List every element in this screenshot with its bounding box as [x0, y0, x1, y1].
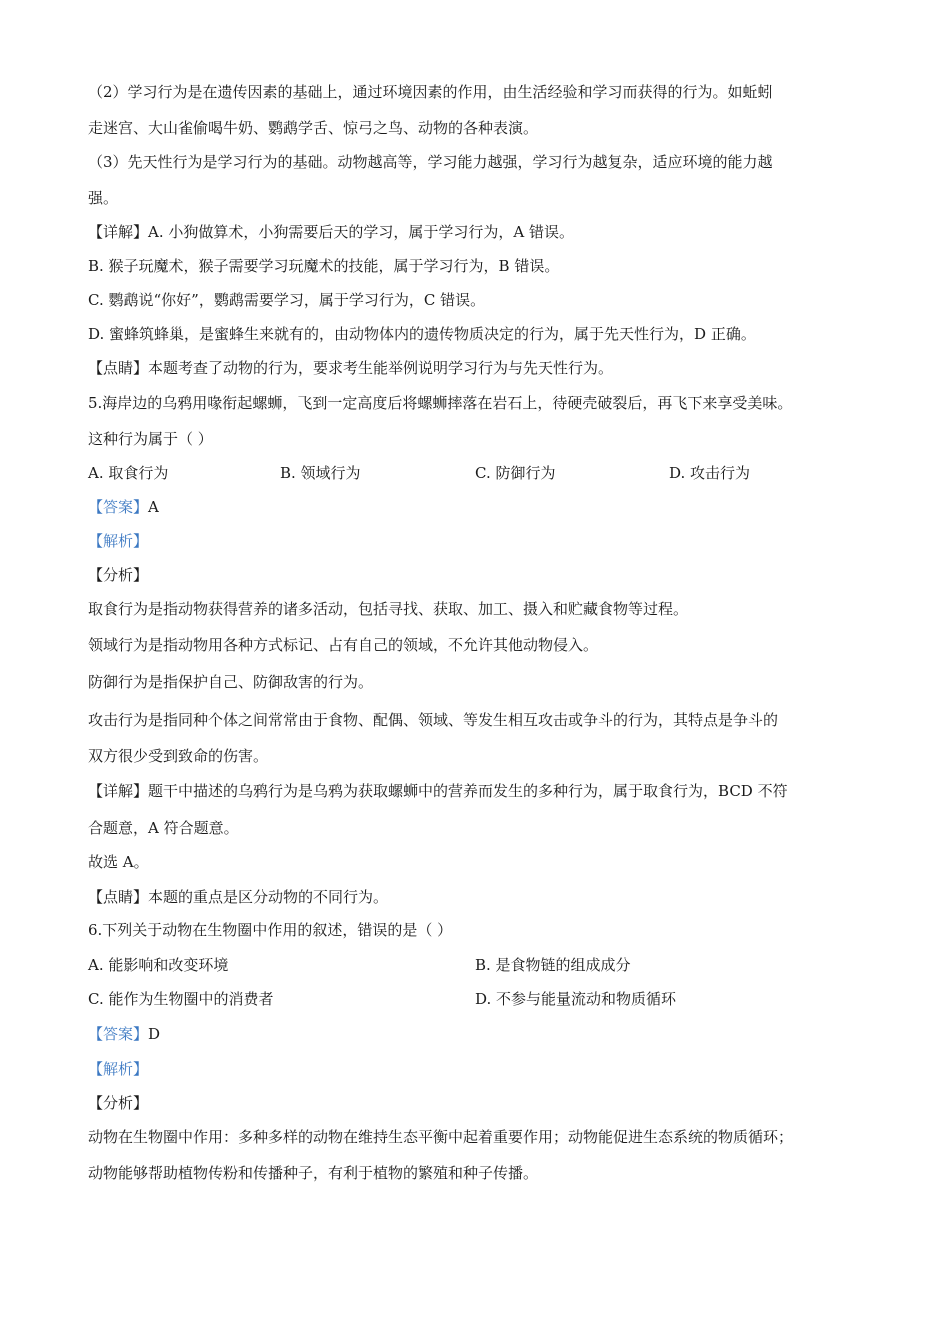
answer-value: D — [148, 1025, 161, 1043]
q5-option-a: A. 取食行为 — [88, 464, 169, 482]
text-line: （3）先天性行为是学习行为的基础。动物越高等，学习能力越强，学习行为越复杂，适应环境的能力越 — [88, 153, 773, 171]
q5-option-d: D. 攻击行为 — [669, 464, 751, 482]
question-5-stem: 5.海岸边的乌鸦用喙衔起螺蛳，飞到一定高度后将螺蛳摔落在岩石上，待硬壳破裂后，再飞下来享受美味。 — [88, 394, 793, 412]
text-line: 合题意，A 符合题意。 — [88, 819, 239, 837]
q5-analysis-tag: 【解析】 — [88, 532, 149, 550]
answer-value: A — [148, 498, 159, 516]
text-line: D. 蜜蜂筑蜂巢，是蜜蜂生来就有的，由动物体内的遗传物质决定的行为，属于先天性行为，D 正确。 — [88, 325, 756, 343]
q6-analysis-tag: 【解析】 — [88, 1060, 149, 1078]
point-tag: 【点睛】 — [88, 359, 149, 377]
q5-detail — [88, 781, 788, 801]
question-5-stem-cont: 这种行为属于（ ） — [88, 430, 213, 448]
point-line — [88, 358, 613, 378]
text-line: 故选 A。 — [88, 853, 149, 871]
q6-option-c: C. 能作为生物圈中的消费者 — [88, 990, 274, 1008]
point-tag: 【点睛】 — [88, 888, 149, 906]
q5-answer — [88, 497, 159, 517]
text-line: （2）学习行为是在遗传因素的基础上，通过环境因素的作用，由生活经验和学习而获得的行为。如蚯蚓 — [88, 83, 773, 101]
text-line: 动物在生物圈中作用：多种多样的动物在维持生态平衡中起着重要作用；动物能促进生态系统的物质循环； — [88, 1128, 794, 1146]
q6-answer — [88, 1024, 160, 1044]
text-line: 领域行为是指动物用各种方式标记、占有自己的领域，不允许其他动物侵入。 — [88, 636, 599, 654]
detail-tag: 【详解】 — [88, 782, 149, 800]
text-line: 攻击行为是指同种个体之间常常由于食物、配偶、领域、等发生相互攻击或争斗的行为，其特点是争斗的 — [88, 711, 779, 729]
detail-tag: 【详解】 — [88, 223, 149, 241]
q6-option-a: A. 能影响和改变环境 — [88, 956, 229, 974]
answer-tag: 【答案】 — [88, 498, 149, 516]
q6-option-b: B. 是食物链的组成成分 — [475, 956, 631, 974]
text-line: C. 鹦鹉说“你好”，鹦鹉需要学习，属于学习行为，C 错误。 — [88, 291, 486, 309]
detail-line — [88, 222, 574, 242]
point-text: 本题考查了动物的行为，要求考生能举例说明学习行为与先天性行为。 — [148, 359, 614, 377]
detail-text: A. 小狗做算术，小狗需要后天的学习，属于学习行为，A 错误。 — [148, 223, 574, 241]
text-line: 走迷宫、大山雀偷喝牛奶、鹦鹉学舌、惊弓之鸟、动物的各种表演。 — [88, 119, 539, 137]
text-line: 防御行为是指保护自己、防御敌害的行为。 — [88, 673, 374, 691]
q5-option-b: B. 领域行为 — [280, 464, 361, 482]
text-line: 动物能够帮助植物传粉和传播种子，有利于植物的繁殖和种子传播。 — [88, 1164, 539, 1182]
question-6-stem: 6.下列关于动物在生物圈中作用的叙述，错误的是（ ） — [88, 921, 453, 939]
detail-text: 题干中描述的乌鸦行为是乌鸦为获取螺蛳中的营养而发生的多种行为，属于取食行为，BCD 不符 — [148, 782, 788, 800]
q6-option-d: D. 不参与能量流动和物质循环 — [475, 990, 677, 1008]
text-line: B. 猴子玩魔术，猴子需要学习玩魔术的技能，属于学习行为，B 错误。 — [88, 257, 560, 275]
point-text: 本题的重点是区分动物的不同行为。 — [148, 888, 389, 906]
answer-tag: 【答案】 — [88, 1025, 149, 1043]
q6-fenxi-tag: 【分析】 — [88, 1094, 149, 1112]
text-line: 双方很少受到致命的伤害。 — [88, 747, 269, 765]
text-line: 强。 — [88, 189, 119, 207]
q5-option-c: C. 防御行为 — [475, 464, 556, 482]
q5-fenxi-tag: 【分析】 — [88, 566, 149, 584]
q5-point — [88, 887, 388, 907]
text-line: 取食行为是指动物获得营养的诸多活动，包括寻找、获取、加工、摄入和贮藏食物等过程。 — [88, 600, 689, 618]
